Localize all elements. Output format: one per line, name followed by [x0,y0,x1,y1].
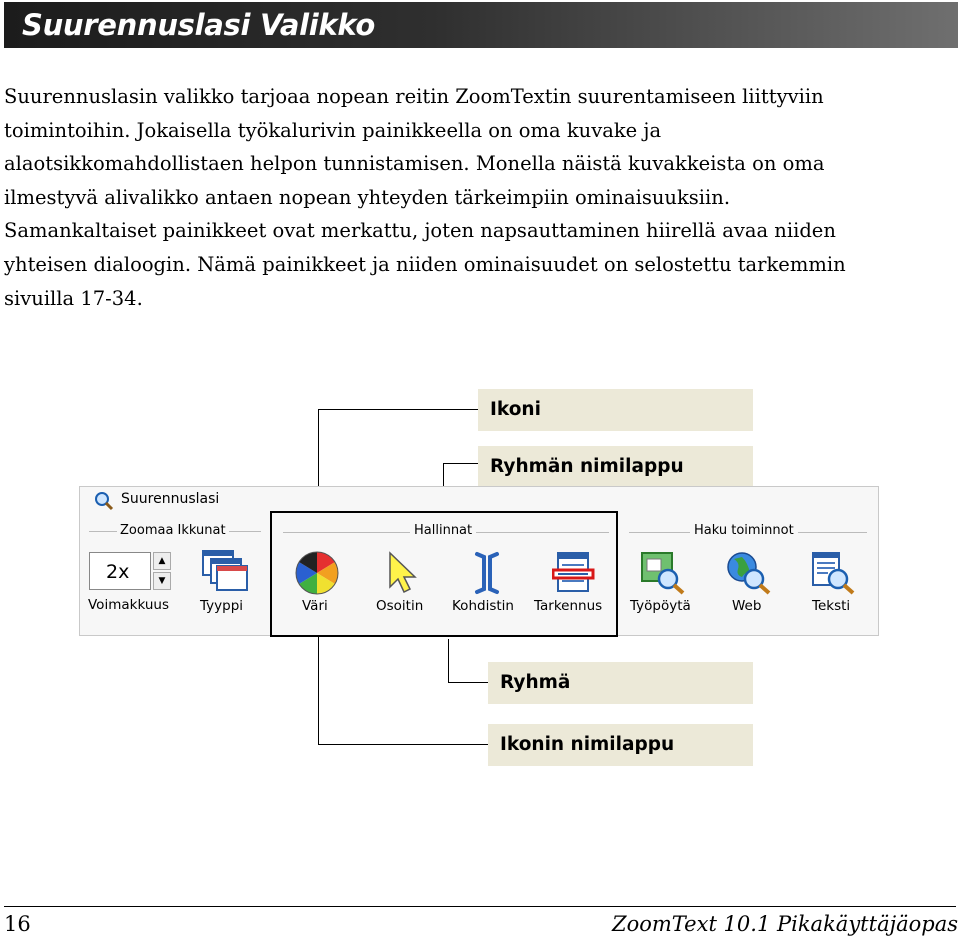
body-line: alaotsikkomahdollistaen helpon tunnistamisen. Monella näistä kuvakkeista on oma [4,152,825,176]
power-input[interactable] [89,552,151,590]
spin-down-button[interactable]: ▼ [153,572,171,590]
group-label-zoom: Zoomaa Ikkunat [117,523,229,538]
focus-label: Tarkennus [534,598,603,614]
connector-line [448,639,449,683]
text-magnifier-icon [810,551,856,595]
body-line: toimintoihin. Jokaisella työkalurivin painikkeella on oma kuvake ja [4,118,662,142]
color-wheel-icon [295,551,339,595]
type-button[interactable] [196,548,254,620]
callout-group-text: Ryhmä [500,672,571,693]
footer-title: ZoomText 10.1 Pikakäyttäjäopas [612,912,958,936]
pointer-arrow-icon [386,551,420,595]
body-line: Samankaltaiset painikkeet ovat merkattu, joten napsauttaminen hiirellä avaa niiden [4,219,836,243]
body-line: yhteisen dialoogin. Nämä painikkeet ja niiden ominaisuudet on selostettu tarkemmin [4,252,846,276]
body-line: Suurennuslasin valikko tarjoaa nopean reitin ZoomTextin suurentamiseen liittyviin [4,85,824,108]
connector-line [448,682,488,683]
web-label: Web [732,598,762,614]
section-header-bar [4,2,958,48]
cursor-label: Kohdistin [452,598,514,614]
power-label: Voimakkuus [88,597,169,613]
focus-button[interactable] [534,548,610,620]
callout-icon-label-text: Ikonin nimilappu [500,734,675,755]
connector-line [318,409,478,410]
power-value: 2x [106,561,130,583]
desktop-finder-button[interactable] [626,548,700,620]
cursor-button[interactable] [452,548,522,620]
text-finder-button[interactable] [800,548,864,620]
web-finder-button[interactable] [718,548,778,620]
desktop-label: Työpöytä [630,598,691,614]
tab-label: Suurennuslasi [121,491,220,507]
callout-ikoni-label: Ikoni [490,399,541,420]
magnifier-icon [93,490,115,512]
body-paragraph [4,80,954,315]
color-label: Väri [302,598,328,614]
tab-suurennuslasi[interactable] [87,487,267,513]
group-label-controls: Hallinnat [410,523,476,538]
page-number: 16 [4,912,31,936]
footer-rule [4,906,956,907]
pointer-label: Osoitin [376,598,424,614]
text-label: Teksti [812,598,851,614]
type-label: Tyyppi [200,598,244,614]
connector-line [443,463,478,464]
callout-group [488,662,753,704]
body-line: sivuilla 17-34. [4,286,143,310]
connector-line [318,744,488,745]
callout-ikoni [478,389,753,431]
section-title: Suurennuslasi Valikko [22,8,375,42]
spin-up-button[interactable]: ▲ [153,552,171,570]
callout-group-label-text: Ryhmän nimilappu [490,456,684,477]
globe-magnifier-icon [726,551,772,595]
text-cursor-icon [474,551,500,595]
color-button[interactable] [292,548,344,620]
callout-icon-label [488,724,753,766]
focus-document-icon [552,551,596,595]
windows-icon [202,550,248,592]
callout-group-label [478,446,753,488]
body-line: ilmestyvä alivalikko antaen nopean yhteyden tärkeimpiin ominaisuuksiin. [4,185,731,209]
desktop-magnifier-icon [640,551,686,595]
pointer-button[interactable] [372,548,434,620]
group-label-find: Haku toiminnot [690,523,798,538]
